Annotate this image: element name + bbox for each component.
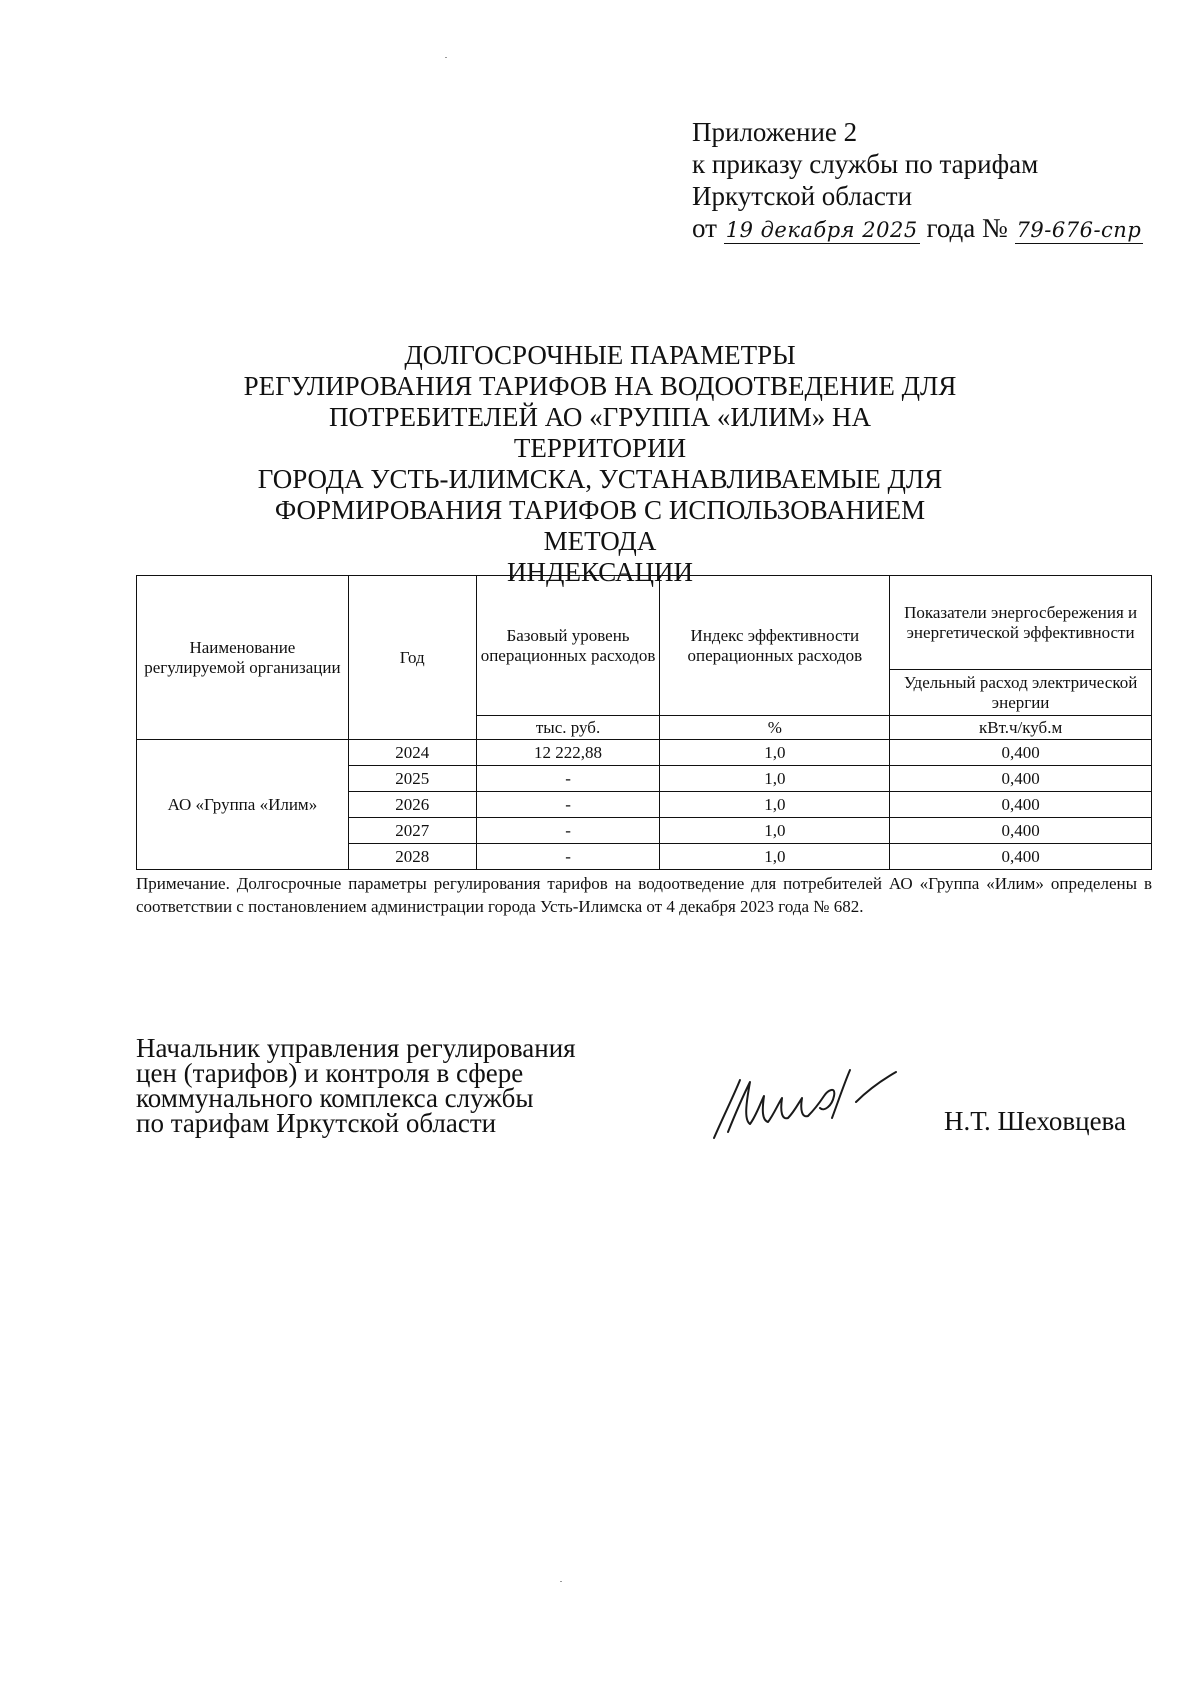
cell-energy: 0,400 [890,818,1152,844]
cell-index: 1,0 [660,844,890,870]
appendix-region: Иркутской области [692,181,913,211]
unit-index: % [660,716,890,740]
parameters-table [136,575,1152,870]
header-energy-consumption: Удельный расход электрической энергии [890,670,1152,716]
appendix-order-ref: к приказу службы по тарифам [692,149,1039,179]
cell-year: 2028 [348,844,476,870]
handwritten-signature [700,1060,930,1150]
appendix-number: Приложение 2 [692,117,858,147]
cell-index: 1,0 [660,766,890,792]
cell-energy: 0,400 [890,844,1152,870]
appendix-header [692,116,1143,244]
year-word: года № [926,213,1008,243]
handwritten-order-number: 79-676-спр [1016,218,1142,242]
cell-index: 1,0 [660,740,890,766]
table-row [137,740,1152,766]
cell-energy: 0,400 [890,766,1152,792]
position-line: Начальник управления регулирования [136,1033,576,1063]
unit-base: тыс. руб. [476,716,660,740]
title-line: ПОТРЕБИТЕЛЕЙ АО «ГРУППА «ИЛИМ» НА ТЕРРИТОРИИ [329,402,871,463]
title-line: ФОРМИРОВАНИЯ ТАРИФОВ С ИСПОЛЬЗОВАНИЕМ МЕТОДА [274,495,926,556]
cell-energy: 0,400 [890,740,1152,766]
table-header-row [137,576,1152,670]
title-line: ДОЛГОСРОЧНЫЕ ПАРАМЕТРЫ [404,340,796,370]
cell-year: 2026 [348,792,476,818]
unit-energy: кВт.ч/куб.м [890,716,1152,740]
table-note: Примечание. Долгосрочные параметры регулирования тарифов на водоотведение для потребителей АО «Группа «Илим» определены в соответствии с постановлением администрации города Усть-Илимска от 4 декабря 2023 года № 682. [136,874,1152,916]
position-line: коммунального комплекса службы [136,1083,534,1113]
cell-year: 2027 [348,818,476,844]
cell-energy: 0,400 [890,792,1152,818]
org-name-cell: АО «Группа «Илим» [137,740,349,870]
position-line: цен (тарифов) и контроля в сфере [136,1058,524,1088]
cell-base: - [476,766,660,792]
cell-index: 1,0 [660,792,890,818]
header-energy-group: Показатели энергосбережения и энергетической эффективности [890,576,1152,670]
cell-base: - [476,844,660,870]
title-line: ГОРОДА УСТЬ-ИЛИМСКА, УСТАНАВЛИВАЕМЫЕ ДЛЯ [257,464,943,494]
document-title [240,340,960,588]
cell-base: - [476,792,660,818]
header-year: Год [348,576,476,740]
header-base-level: Базовый уровень операционных расходов [476,576,660,716]
cell-year: 2025 [348,766,476,792]
header-efficiency-index: Индекс эффективности операционных расходов [660,576,890,716]
position-line: по тарифам Иркутской области [136,1108,497,1138]
handwritten-date: 19 декабря 2025 [725,218,918,242]
title-line: РЕГУЛИРОВАНИЯ ТАРИФОВ НА ВОДООТВЕДЕНИЕ ДЛЯ [243,371,957,401]
cell-year: 2024 [348,740,476,766]
scan-speck [560,1581,562,1582]
date-prefix: от [692,213,717,243]
signatory-position [136,1033,576,1138]
appendix-date-line [692,212,1143,244]
scan-speck [445,57,447,58]
header-org: Наименование регулируемой организации [137,576,349,740]
cell-base: - [476,818,660,844]
cell-index: 1,0 [660,818,890,844]
title-line: ИНДЕКСАЦИИ [507,557,693,587]
cell-base: 12 222,88 [476,740,660,766]
signatory-name: Н.Т. Шеховцева [944,1106,1126,1136]
